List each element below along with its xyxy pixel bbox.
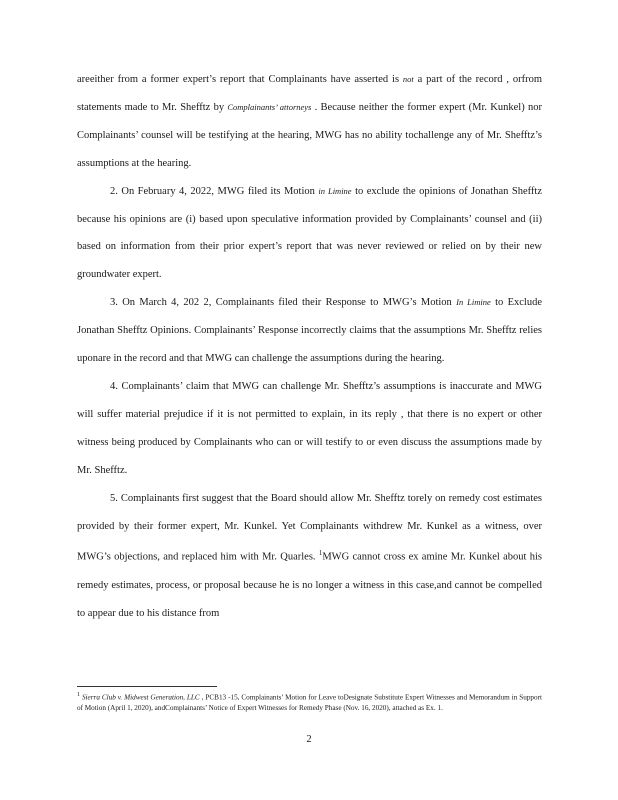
- footnote: [77, 690, 542, 713]
- footnote-divider: [77, 686, 217, 687]
- body-text: [77, 66, 542, 628]
- paragraph-4: 4. Complainants’ claim that MWG can challenge Mr. Shefftz’s assumptions is inaccurate and MWG will suffer material prejudice if it is not permitted to explain, in its reply , that there is no expert or other witness being produced by Complainants who can or will testify to or even discuss the assumptions made by Mr. Shefftz.: [77, 380, 542, 476]
- footnote-case-name: Sierra Club v. Midwest Generation, LLC: [81, 693, 200, 702]
- paragraph-continued: areeither from a former expert’s report that Complainants have asserted is not a part of the record , orfrom statements made to Mr. Shefftz by Complainants’ attorneys . Because neither the former expert (Mr. Kunkel) nor Complainants’ counsel will be testifying at the hearing, MWG has no ability tochallenge any of Mr. Shefftz’s assumptions at the hearing.: [77, 74, 542, 169]
- paragraph-5: 5. Complainants first suggest that the Board should allow Mr. Shefftz torely on remedy cost estimates provided by their former expert, Mr. Kunkel. Yet Complainants withdrew Mr. Kunkel as a witness, over MWG’s objections, and replaced him with Mr. Quarles. $^1$MWG cannot cross ex amine Mr. Kunkel about his remedy estimates, process, or proposal because he is no longer a witness in this case,and cannot be compelled to appear due to his distance from: [77, 492, 542, 619]
- paragraph-2: 2. On February 4, 2022, MWG filed its Motion in Limine to exclude the opinions of Jonathan Shefftz because his opinions are (i) based upon speculative information provided by Complainants’ counsel and (ii) based on information from their prior expert’s report that was never reviewed or relied on by their new groundwater expert.: [77, 185, 542, 281]
- footnote-marker: 1: [77, 692, 80, 698]
- page-number: 2: [306, 734, 312, 745]
- footnote-text: , PCB13 -15, Complainants’ Motion for Leave toDesignate Substitute Expert Witnesses and Memorandum in Support of Motion (April 1, 2020), andComplainants’ Notice of Expert Witnesses for Remedy Phase (Nov. 16, 2020), attached as Ex. 1.: [77, 693, 542, 712]
- paragraph-3: 3. On March 4, 202 2, Complainants filed their Response to MWG’s Motion In Limine to Exclude Jonathan Shefftz Opinions. Complainants’ Response incorrectly claims that the assumptions Mr. Shefftz relies uponare in the record and that MWG can challenge the assumptions during the hearing.: [77, 297, 542, 365]
- footnote-reference: 1: [318, 549, 323, 558]
